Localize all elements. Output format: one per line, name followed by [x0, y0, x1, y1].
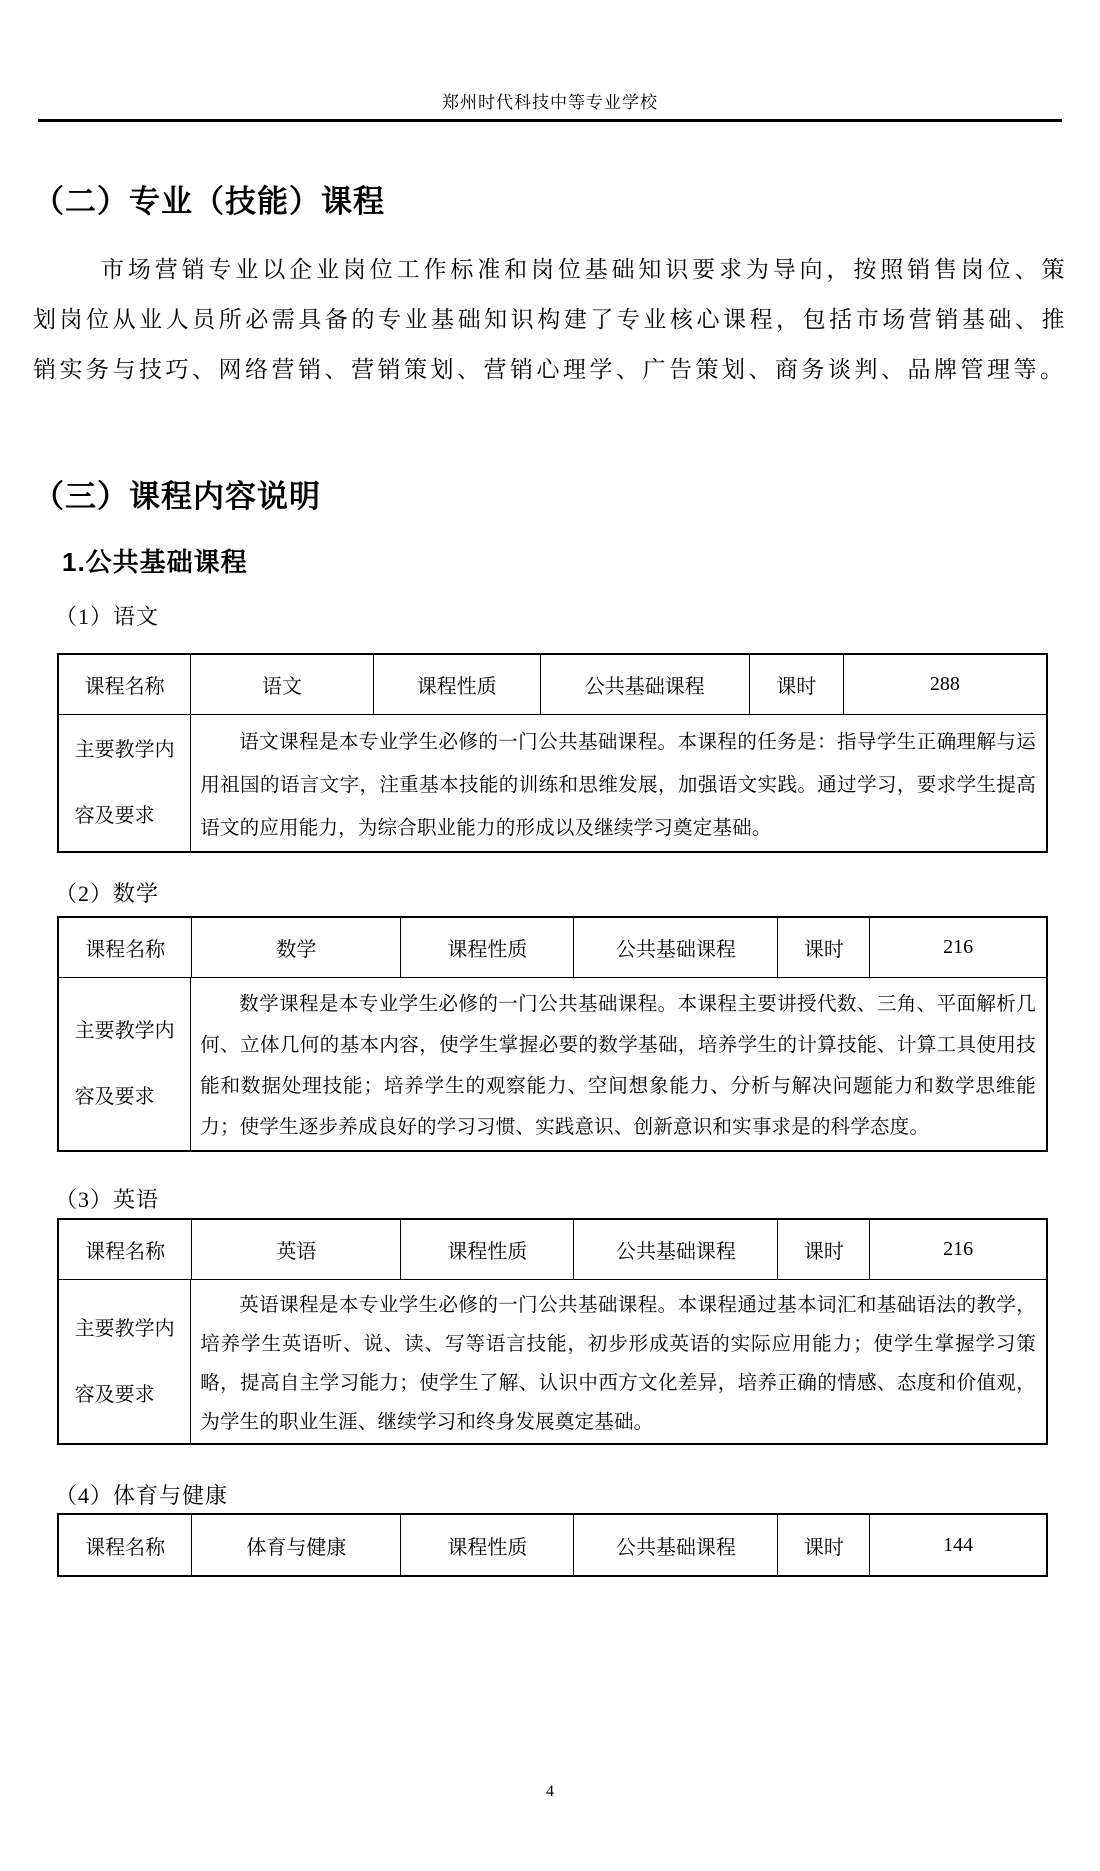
table-header-row: [59, 1515, 1046, 1575]
header-rule: [38, 119, 1062, 122]
table-content-row: [59, 715, 1046, 851]
course-table-pe-health: [57, 1513, 1048, 1577]
subsection-heading-public-basic-courses: 1.公共基础课程: [62, 547, 248, 577]
course-name-label: 课程名称: [59, 655, 191, 715]
course-name-value: 体育与健康: [192, 1515, 401, 1575]
course-table-chinese: [57, 653, 1048, 853]
course-name-value: 数学: [192, 918, 401, 978]
course-hours-value: 288: [844, 655, 1046, 715]
course-name-label: 课程名称: [59, 1515, 192, 1575]
table-content-row: [59, 1280, 1046, 1443]
course-nature-label: 课程性质: [401, 918, 574, 978]
course-nature-value: 公共基础课程: [574, 1515, 778, 1575]
course-name-label: 课程名称: [59, 918, 192, 978]
table-header-row: [59, 918, 1046, 978]
section-2-paragraph: 市场营销专业以企业岗位工作标准和岗位基础知识要求为导向，按照销售岗位、策划岗位从业人员所必需具备的专业基础知识构建了专业核心课程，包括市场营销基础、推销实务与技巧、网络营销、营销策划、营销心理学、广告策划、商务谈判、品牌管理等。: [33, 257, 1068, 382]
course-content-text: 语文课程是本专业学生必修的一门公共基础课程。本课程的任务是：指导学生正确理解与运用祖国的语言文字，注重基本技能的训练和思维发展，加强语文实践。通过学习，要求学生提高语文的应用能力，为综合职业能力的形成以及继续学习奠定基础。: [200, 732, 1036, 839]
course-content-label-text: 主要教学内容及要求: [74, 1020, 175, 1108]
table-header-row: [59, 1220, 1046, 1280]
course-name-value: 语文: [191, 655, 374, 715]
course-content-label: [59, 1280, 191, 1443]
course-hours-label: 课时: [778, 918, 870, 978]
page-number: 4: [546, 1783, 554, 1800]
course-nature-label: 课程性质: [401, 1220, 574, 1280]
section-heading-2: （二）专业（技能）课程: [33, 184, 385, 219]
course-heading-pe-health: （4）体育与健康: [55, 1483, 229, 1508]
course-heading-english: （3）英语: [55, 1187, 160, 1212]
course-nature-label: 课程性质: [374, 655, 541, 715]
course-content-label-text: 主要教学内容及要求: [74, 739, 175, 827]
course-name-label: 课程名称: [59, 1220, 192, 1280]
section-heading-3: （三）课程内容说明: [33, 479, 321, 514]
course-heading-chinese: （1）语文: [55, 604, 160, 629]
course-hours-label: 课时: [778, 1220, 870, 1280]
course-hours-value: 144: [943, 1533, 974, 1556]
course-content-label: [59, 978, 191, 1150]
table-header-row: [59, 655, 1046, 715]
course-hours-value: 216: [870, 918, 1046, 978]
course-nature-value: 公共基础课程: [574, 918, 778, 978]
course-hours-label: 课时: [750, 655, 844, 715]
table-content-row: [59, 978, 1046, 1150]
course-content-text: 英语课程是本专业学生必修的一门公共基础课程。本课程通过基本词汇和基础语法的教学，培养学生英语听、说、读、写等语言技能，初步形成英语的实际应用能力；使学生掌握学习策略，提高自主学习能力；使学生了解、认识中西方文化差异，培养正确的情感、态度和价值观，为学生的职业生涯、继续学习和终身发展奠定基础。: [200, 1295, 1036, 1433]
course-hours-label: 课时: [778, 1515, 870, 1575]
course-table-math: [57, 916, 1048, 1152]
course-name-value: 英语: [192, 1220, 401, 1280]
course-table-english: [57, 1218, 1048, 1445]
course-content-label: [59, 715, 191, 851]
course-nature-value: 公共基础课程: [541, 655, 750, 715]
course-nature-value: 公共基础课程: [574, 1220, 778, 1280]
page-header-title: 郑州时代科技中等专业学校: [442, 93, 658, 112]
course-content-text: 数学课程是本专业学生必修的一门公共基础课程。本课程主要讲授代数、三角、平面解析几何、立体几何的基本内容，使学生掌握必要的数学基础，培养学生的计算技能、计算工具使用技能和数据处理技能；培养学生的观察能力、空间想象能力、分析与解决问题能力和数学思维能力；使学生逐步养成良好的学习习惯、实践意识、创新意识和实事求是的科学态度。: [200, 994, 1036, 1138]
course-heading-math: （2）数学: [55, 881, 160, 906]
course-content-label-text: 主要教学内容及要求: [74, 1317, 175, 1406]
course-nature-label: 课程性质: [401, 1515, 574, 1575]
course-hours-value: 216: [870, 1220, 1046, 1280]
